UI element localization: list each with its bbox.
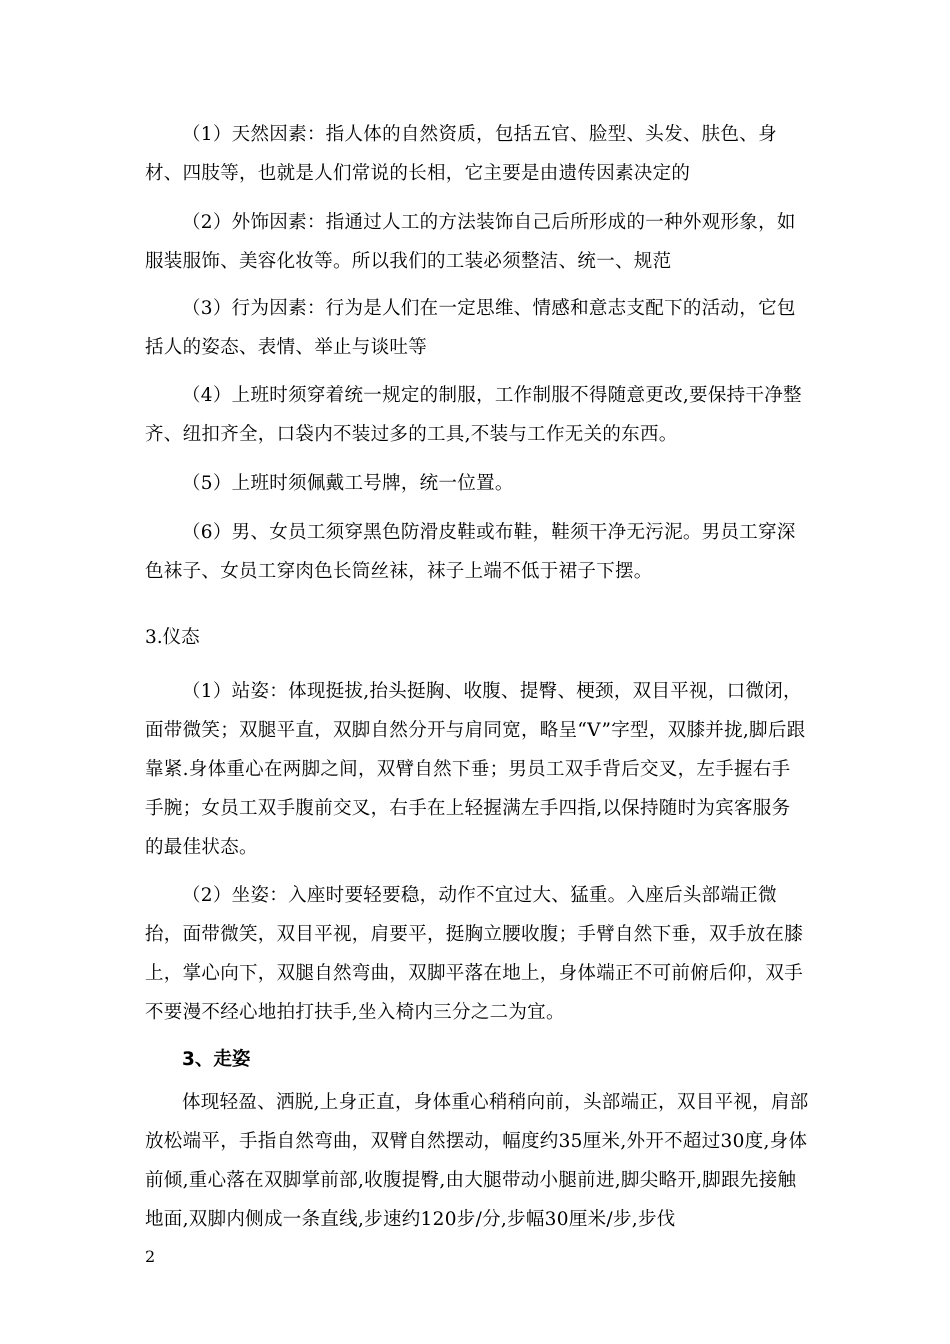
paragraph-shoes-socks-rule: （6）男、女员工须穿黑色防滑皮鞋或布鞋，鞋须干净无污泥。男员工穿深色袜子、女员工穿肉色长筒丝袜，袜子上端不低于裙子下摆。: [145, 522, 796, 582]
paragraph-natural-factors: （1）天然因素：指人体的自然资质，包括五官、脸型、头发、肤色、身材、四肢等，也就是人们常说的长相，它主要是由遗传因素决定的: [145, 124, 777, 184]
paragraph-uniform-rules: （4）上班时须穿着统一规定的制服，工作制服不得随意更改,要保持干净整齐、纽扣齐全，口袋内不装过多的工具,不装与工作无关的东西。: [145, 385, 802, 445]
subsection-title-walking: 3、走姿: [182, 1049, 251, 1070]
paragraph-walking-posture: 体现轻盈、洒脱,上身正直，身体重心稍稍向前，头部端正，双目平视，肩部放松端平，手指自然弯曲，双臂自然摆动，幅度约35厘米,外开不超过30度,身体前倾,重心落在双脚掌前部,收腹提臀,由大腿带动小腿前进,脚尖略开,脚跟先接触地面,双脚内侧成一条直线,步速约120步/分,步幅30厘米/步,步伐: [145, 1092, 809, 1230]
page-number: 2: [145, 1247, 156, 1266]
paragraph-badge-rule: （5）上班时须佩戴工号牌，统一位置。: [182, 473, 514, 494]
section-title-posture: 3.仪态: [145, 627, 200, 648]
paragraph-standing-posture: （1）站姿：体现挺拔,抬头挺胸、收腹、提臀、梗颈，双目平视，口微闭，面带微笑；双腿平直，双脚自然分开与肩同宽，略呈“V”字型，双膝并拢,脚后跟靠紧.身体重心在两脚之间，双臂自然下垂；男员工双手背后交叉，左手握右手手腕；女员工双手腹前交叉，右手在上轻握满左手四指,以保持随时为宾客服务的最佳状态。: [145, 681, 806, 858]
paragraph-decoration-factors: （2）外饰因素：指通过人工的方法装饰自己后所形成的一种外观形象，如服装服饰、美容化妆等。所以我们的工装必须整洁、统一、规范: [145, 212, 796, 272]
paragraph-behavior-factors: （3）行为因素：行为是人们在一定思维、情感和意志支配下的活动，它包括人的姿态、表情、举止与谈吐等: [145, 298, 796, 358]
paragraph-sitting-posture: （2）坐姿：入座时要轻要稳，动作不宜过大、猛重。入座后头部端正微抬，面带微笑，双目平视，肩要平，挺胸立腰收腹；手臂自然下垂，双手放在膝上，掌心向下，双腿自然弯曲，双脚平落在地上，身体端正不可前俯后仰，双手不要漫不经心地拍打扶手,坐入椅内三分之二为宜。: [145, 885, 804, 1023]
